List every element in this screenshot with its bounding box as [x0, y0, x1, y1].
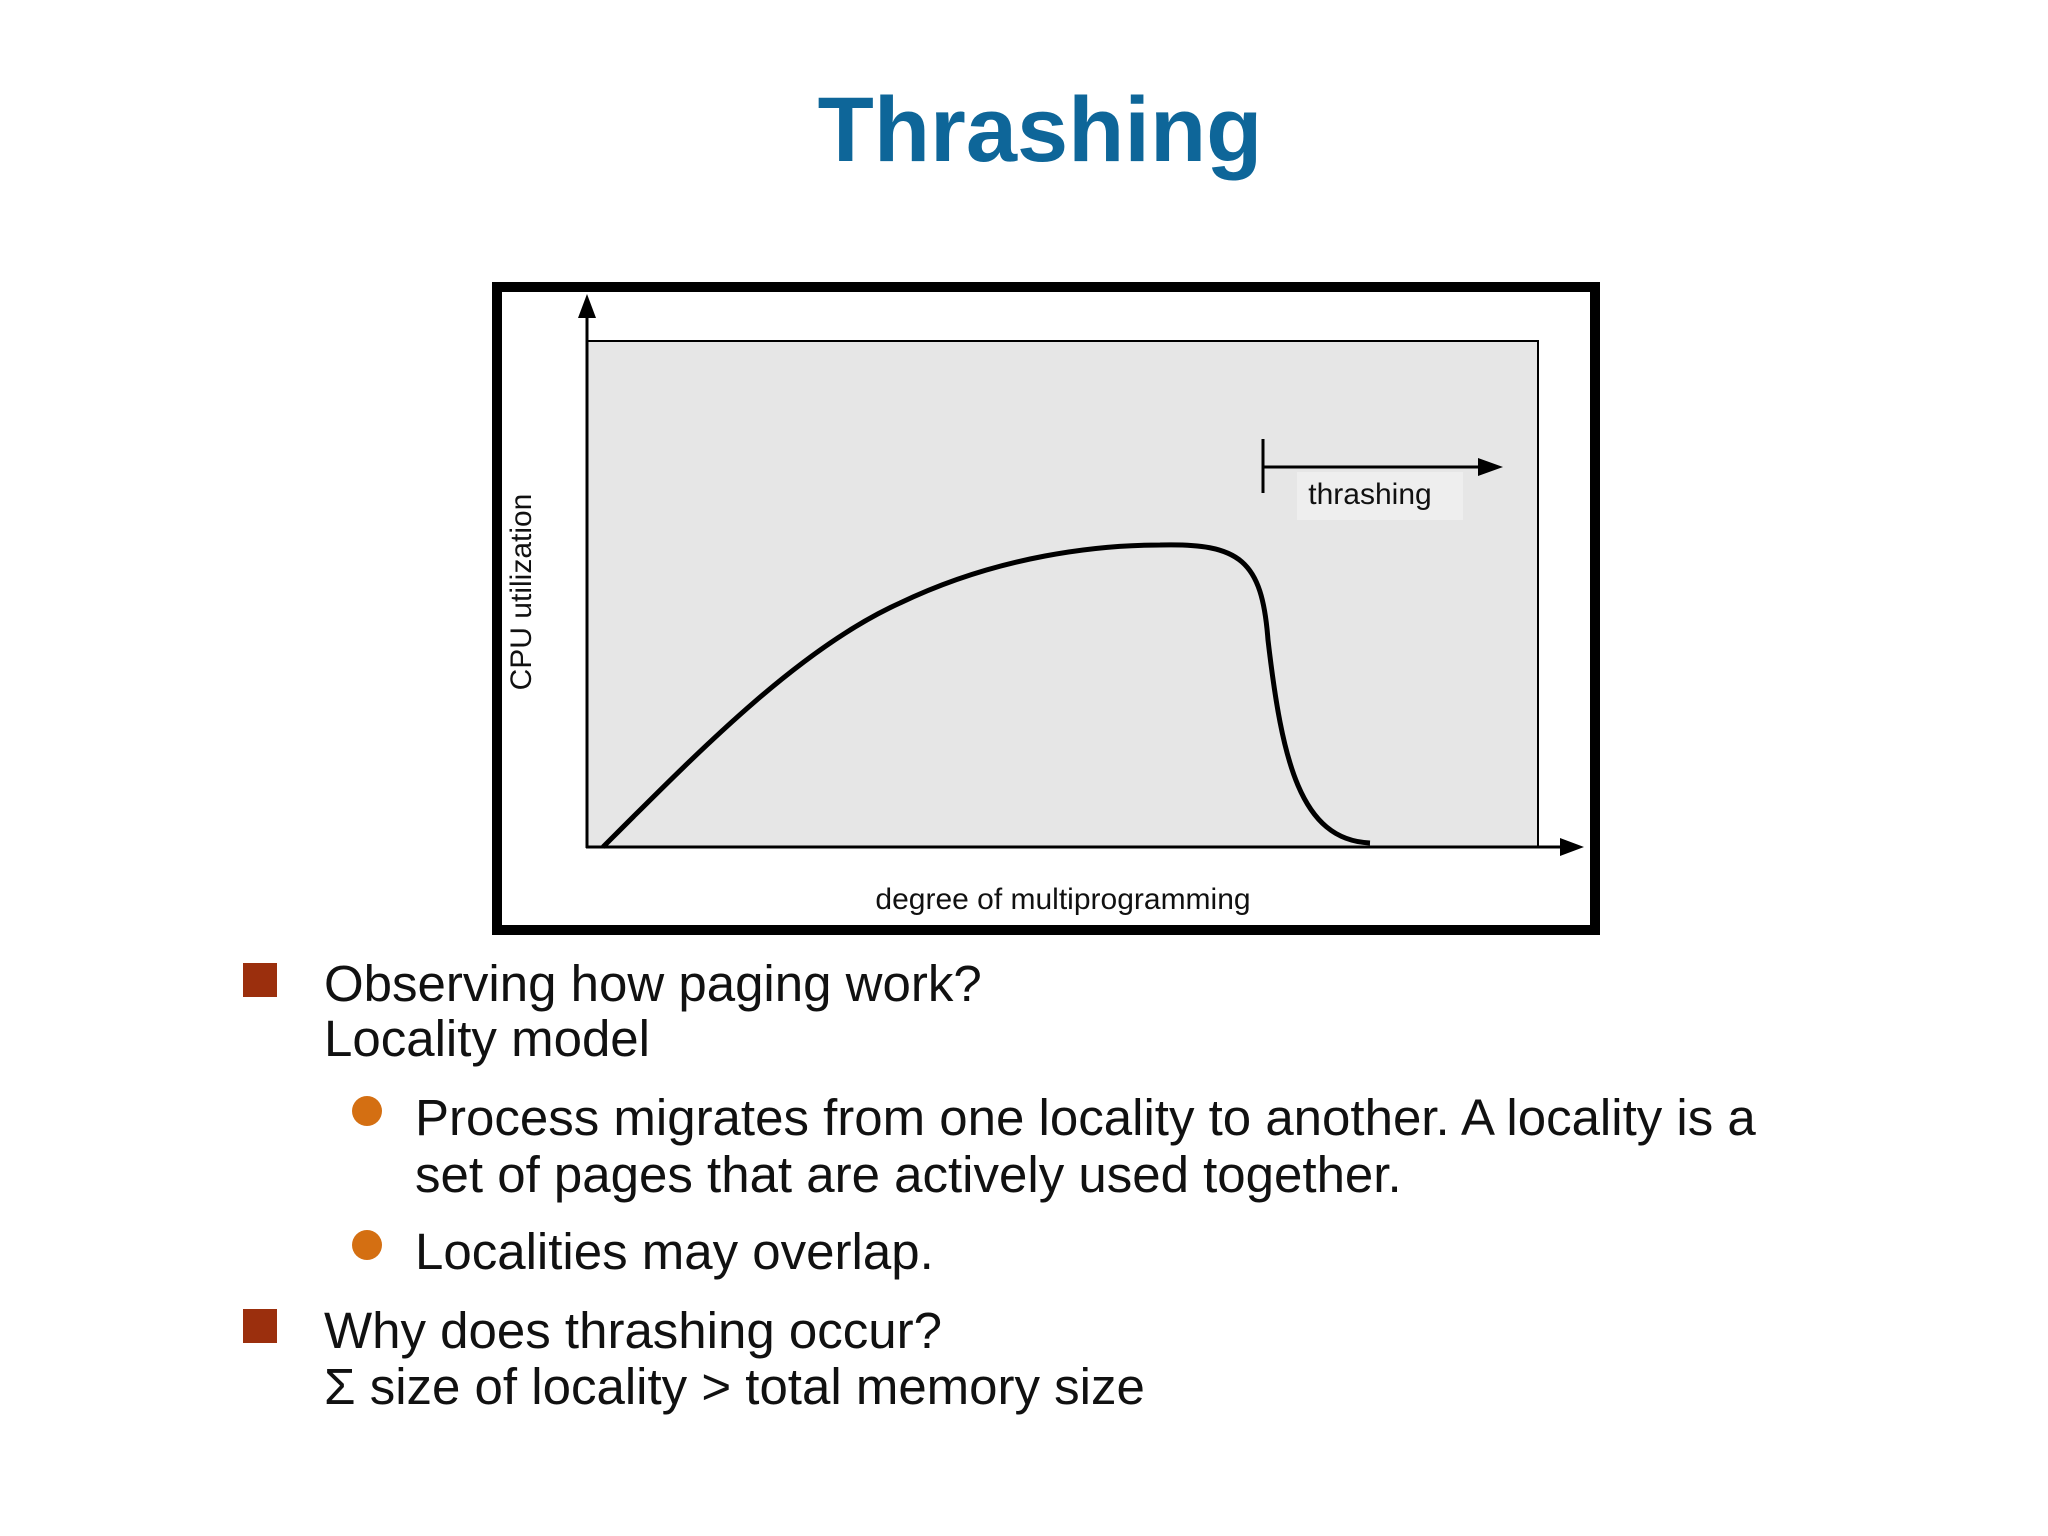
bullet-2-line-1: Why does thrashing occur?	[324, 1302, 942, 1359]
round-bullet-icon	[352, 1230, 382, 1260]
round-bullet-icon	[352, 1096, 382, 1126]
square-bullet-icon	[243, 1309, 277, 1343]
slide-title: Thrashing	[817, 79, 1263, 181]
sub-bullet-1-line-1: Process migrates from one locality to another. A locality is a	[415, 1089, 1756, 1146]
bullet-2-line-2: Σ size of locality > total memory size	[324, 1358, 1145, 1415]
bullet-1-line-1: Observing how paging work?	[324, 955, 982, 1012]
x-axis-label: degree of multiprogramming	[875, 883, 1251, 916]
bullet-1-line-2: Locality model	[324, 1010, 650, 1067]
y-axis-label: CPU utilization	[505, 493, 538, 691]
thrashing-label: thrashing	[1308, 478, 1432, 511]
sub-bullet-1-line-2: set of pages that are actively used together.	[415, 1146, 1402, 1203]
square-bullet-icon	[243, 963, 277, 997]
sub-bullet-2-line-1: Localities may overlap.	[415, 1223, 934, 1280]
